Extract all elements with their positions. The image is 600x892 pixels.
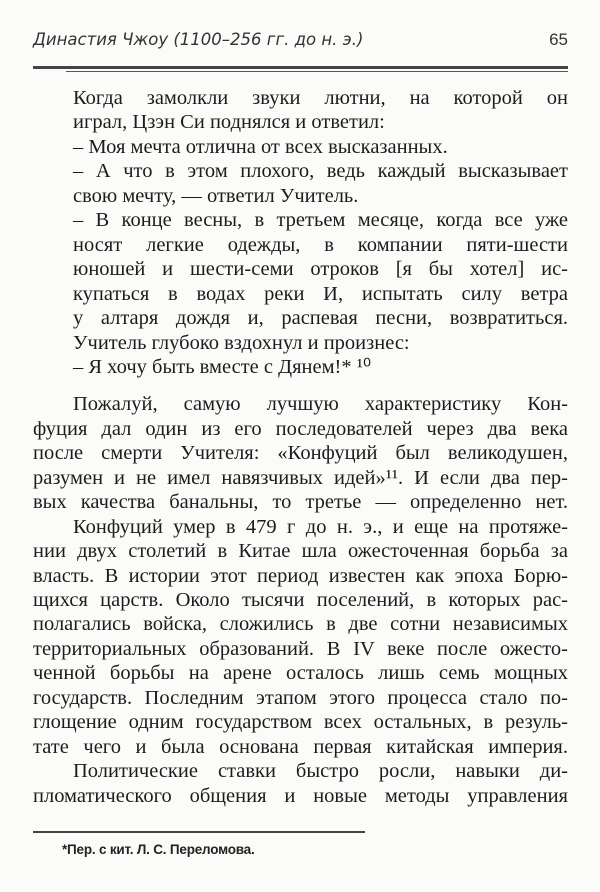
text-line: нии двух столетий в Китае шла ожесточенная борьба за (33, 540, 568, 563)
text-line: Когда замолкли звуки лютни, на которой он (73, 87, 568, 109)
text-line: у алтаря дождя и, распевая песни, возвратиться. (73, 307, 568, 330)
text-line: Пожалуй, самую лучшую характеристику Кон- (73, 393, 568, 416)
text-line: вых качества банальны, то третье — определенно нет. (33, 491, 568, 514)
text-line: – Моя мечта отлична от всех высказанных. (73, 135, 448, 158)
text-line: носят легкие одежды, в компании пяти-шести (73, 233, 568, 256)
text-line: Политические ставки быстро росли, навыки ди- (73, 760, 568, 783)
text-line: купаться в водах реки И, испытать силу ветра (73, 282, 568, 305)
header-rule (33, 66, 568, 69)
text-line: играл, Цзэн Си поднялся и ответил: (73, 111, 385, 134)
text-line: полагались войска, сложились в две сотни независимых (33, 613, 568, 636)
header-rule-thin (66, 71, 568, 72)
footnote: *Пер. с кит. Л. С. Переломова. (62, 842, 255, 857)
text-line: власть. В истории этот период известен как эпоха Борю- (33, 564, 568, 587)
text-line: Учитель глубоко вздохнул и произнес: (73, 331, 410, 354)
text-line: юношей и шести-семи отроков [я бы хотел] ис- (73, 258, 568, 281)
text-line: государств. Последним этапом этого процесса стало по- (33, 686, 568, 709)
text-line: – Я хочу быть вместе с Дянем!* ¹⁰ (73, 355, 372, 378)
text-line: фуция дал один из его последователей через два века (33, 417, 568, 440)
footnote-rule (33, 831, 365, 833)
text-line: тате чего и была основана первая китайская империя. (33, 735, 568, 758)
text-line: Конфуций умер в 479 г до н. э., и еще на протяже- (73, 515, 568, 538)
text-line: разумен и не имел навязчивых идей»¹¹. И если два пер- (33, 466, 568, 489)
text-line: свою мечту, — ответил Учитель. (73, 184, 359, 207)
page-number: 65 (549, 30, 568, 49)
text-line: глощение одним государством всех остальных, в резуль- (33, 711, 568, 734)
text-line: – В конце весны, в третьем месяце, когда все уже (73, 209, 568, 232)
text-line: щихся царств. Около тысячи поселений, в которых рас- (33, 589, 568, 611)
text-line: – А что в этом плохого, ведь каждый высказывает (73, 160, 568, 183)
text-line: после смерти Учителя: «Конфуций был великодушен, (33, 442, 568, 465)
text-line: пломатического общения и новые методы управления (33, 784, 568, 807)
text-line: ченной борьбы на арене осталось лишь семь мощных (33, 662, 568, 685)
running-title: Династия Чжоу (1100–256 гг. до н. э.) (33, 30, 364, 49)
text-line: территориальных образований. В IV веке после ожесто- (33, 637, 568, 660)
